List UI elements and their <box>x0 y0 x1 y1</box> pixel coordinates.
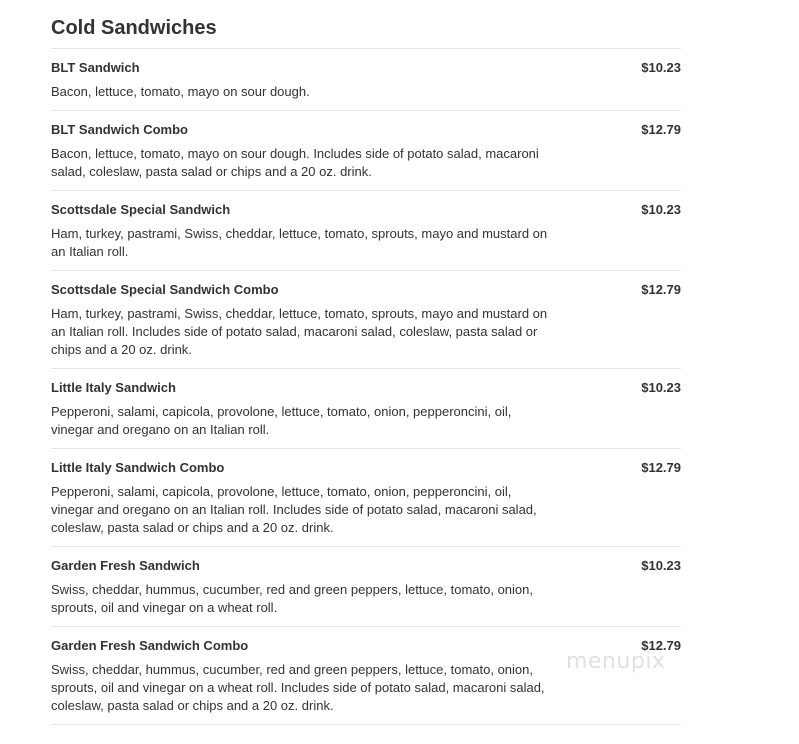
menu-item-header <box>51 379 681 397</box>
menu-item <box>51 49 681 111</box>
menu-item-description: Bacon, lettuce, tomato, mayo on sour dough. Includes side of potato salad, macaroni salad, coleslaw, pasta salad or chips and a 20 oz. drink. <box>51 146 539 179</box>
menu-item-header <box>51 459 681 477</box>
menu-item-price: $10.23 <box>641 380 681 395</box>
menu-item-description: Pepperoni, salami, capicola, provolone, lettuce, tomato, onion, pepperoncini, oil, vinegar and oregano on an Italian roll. Includes side of potato salad, macaroni salad, coleslaw, pasta salad or chips and a 20 oz. drink. <box>51 484 537 535</box>
menu-item-price: $12.79 <box>641 638 681 653</box>
menu-item-header <box>51 59 681 77</box>
menu-item-header <box>51 281 681 299</box>
menu-item-description: Swiss, cheddar, hummus, cucumber, red and green peppers, lettuce, tomato, onion, sprouts, oil and vinegar on a wheat roll. Includes side of potato salad, macaroni salad, coleslaw, pasta salad or chips and a 20 oz. drink. <box>51 662 545 713</box>
menu-item <box>51 449 681 547</box>
menu-item-header <box>51 201 681 219</box>
menu-item-header <box>51 121 681 139</box>
menu-item <box>51 191 681 271</box>
menu-item <box>51 627 681 725</box>
menu-item <box>51 271 681 369</box>
menu-item-price: $10.23 <box>641 558 681 573</box>
menu-item-header <box>51 557 681 575</box>
menu-item <box>51 547 681 627</box>
section-title: Cold Sandwiches <box>51 14 681 49</box>
menu-item <box>51 111 681 191</box>
menu-item-description: Pepperoni, salami, capicola, provolone, lettuce, tomato, onion, pepperoncini, oil, vinegar and oregano on an Italian roll. <box>51 404 512 437</box>
menu-item-price: $10.23 <box>641 202 681 217</box>
menu-item-name: Little Italy Sandwich <box>51 380 176 395</box>
menu-item-price: $12.79 <box>641 460 681 475</box>
menu-item-price: $10.23 <box>641 60 681 75</box>
menu-item-name: Scottsdale Special Sandwich <box>51 202 231 217</box>
menu-item-name: Scottsdale Special Sandwich Combo <box>51 282 279 297</box>
menu-item-description: Bacon, lettuce, tomato, mayo on sour dough. <box>51 84 310 99</box>
menu-item-header <box>51 637 681 655</box>
menu-item-name: BLT Sandwich Combo <box>51 122 188 137</box>
menu-item-price: $12.79 <box>641 122 681 137</box>
menu-item-name: BLT Sandwich <box>51 60 140 75</box>
menu-item-name: Garden Fresh Sandwich Combo <box>51 638 249 653</box>
menu-item <box>51 369 681 449</box>
menu-item-name: Little Italy Sandwich Combo <box>51 460 225 475</box>
menu-item-price: $12.79 <box>641 282 681 297</box>
menu-section <box>51 14 681 725</box>
menu-item-description: Ham, turkey, pastrami, Swiss, cheddar, lettuce, tomato, sprouts, mayo and mustard on an Italian roll. <box>51 226 548 259</box>
menupix-watermark: menupix <box>566 649 666 674</box>
menu-item-description: Swiss, cheddar, hummus, cucumber, red and green peppers, lettuce, tomato, onion, sprouts, oil and vinegar on a wheat roll. <box>51 582 533 615</box>
menu-item-name: Garden Fresh Sandwich <box>51 558 200 573</box>
menu-item-description: Ham, turkey, pastrami, Swiss, cheddar, lettuce, tomato, sprouts, mayo and mustard on an Italian roll. Includes side of potato salad, macaroni salad, coleslaw, pasta salad or chips and a 20 oz. drink. <box>51 306 548 357</box>
